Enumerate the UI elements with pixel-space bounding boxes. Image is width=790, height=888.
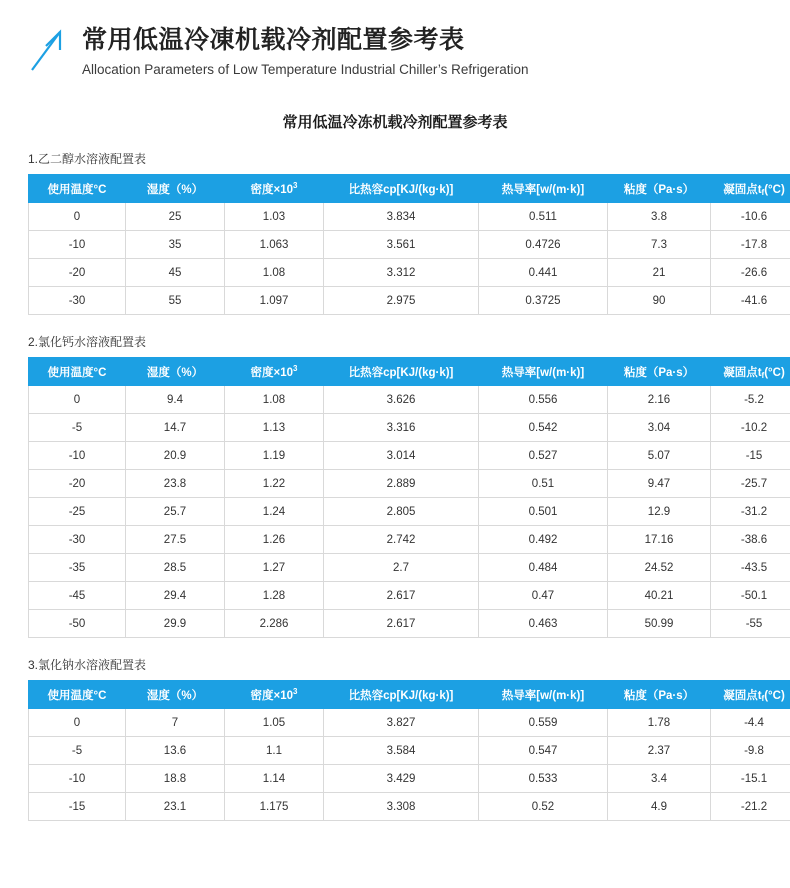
cell-viscosity: 90 [608, 287, 711, 315]
cell-temperature: 0 [29, 203, 126, 231]
cell-thermal-conductivity: 0.533 [479, 765, 608, 793]
cell-density: 1.28 [225, 582, 324, 610]
cell-humidity: 20.9 [126, 442, 225, 470]
cell-thermal-conductivity: 0.4726 [479, 231, 608, 259]
table-row [29, 231, 790, 259]
cell-humidity: 29.4 [126, 582, 225, 610]
cell-density: 1.175 [225, 793, 324, 821]
col-thermal-conductivity: 热导率[w/(m·k)] [479, 175, 608, 203]
cell-humidity: 18.8 [126, 765, 225, 793]
cell-temperature: -30 [29, 526, 126, 554]
table-row [29, 554, 790, 582]
cell-thermal-conductivity: 0.52 [479, 793, 608, 821]
cell-viscosity: 2.37 [608, 737, 711, 765]
cell-freezing-point: -15 [711, 442, 790, 470]
cell-specific-heat: 3.014 [324, 442, 479, 470]
cell-density: 1.22 [225, 470, 324, 498]
page-header [0, 0, 790, 81]
cell-viscosity: 24.52 [608, 554, 711, 582]
cell-thermal-conductivity: 0.556 [479, 386, 608, 414]
cell-specific-heat: 2.805 [324, 498, 479, 526]
col-specific-heat: 比热容cp[KJ/(kg·k)] [324, 358, 479, 386]
section-3-label: 3.氯化钠水溶液配置表 [28, 658, 147, 672]
cell-viscosity: 21 [608, 259, 711, 287]
cell-viscosity: 17.16 [608, 526, 711, 554]
cell-freezing-point: -15.1 [711, 765, 790, 793]
col-viscosity: 粘度（Pa·s） [608, 175, 711, 203]
cell-freezing-point: -50.1 [711, 582, 790, 610]
table-row [29, 737, 790, 765]
cell-specific-heat: 3.429 [324, 765, 479, 793]
cell-temperature: -30 [29, 287, 126, 315]
section-2 [28, 333, 785, 638]
cell-density: 1.08 [225, 386, 324, 414]
page-title: 常用低温冷冻机载冷剂配置参考表 [282, 114, 508, 131]
cell-specific-heat: 2.742 [324, 526, 479, 554]
table-row [29, 582, 790, 610]
col-viscosity: 粘度（Pa·s） [608, 681, 711, 709]
cell-humidity: 23.8 [126, 470, 225, 498]
cell-viscosity: 9.47 [608, 470, 711, 498]
cell-viscosity: 3.4 [608, 765, 711, 793]
cell-temperature: -10 [29, 442, 126, 470]
col-density: 密度$\times 10^3$ [225, 175, 324, 203]
cell-specific-heat: 3.827 [324, 709, 479, 737]
cell-thermal-conductivity: 0.547 [479, 737, 608, 765]
header-title-en: Allocation Parameters of Low Temperature Industrial Chiller’s Refrigeration [82, 62, 529, 77]
cell-humidity: 27.5 [126, 526, 225, 554]
cell-humidity: 14.7 [126, 414, 225, 442]
cell-thermal-conductivity: 0.3725 [479, 287, 608, 315]
checkmark-arrow-logo-icon [30, 22, 74, 74]
cell-viscosity: 3.04 [608, 414, 711, 442]
cell-temperature: -25 [29, 498, 126, 526]
cell-temperature: -10 [29, 765, 126, 793]
cell-freezing-point: -10.6 [711, 203, 790, 231]
cell-specific-heat: 3.834 [324, 203, 479, 231]
col-temperature: 使用温度°C [29, 175, 126, 203]
table-header-row [29, 681, 790, 709]
cell-thermal-conductivity: 0.559 [479, 709, 608, 737]
col-density: 密度$\times 10^3$ [225, 358, 324, 386]
cell-temperature: 0 [29, 386, 126, 414]
cell-temperature: -20 [29, 470, 126, 498]
cell-density: 1.03 [225, 203, 324, 231]
sodium-chloride-table [28, 680, 790, 821]
cell-humidity: 9.4 [126, 386, 225, 414]
cell-humidity: 13.6 [126, 737, 225, 765]
cell-density: 1.05 [225, 709, 324, 737]
cell-density: 1.063 [225, 231, 324, 259]
col-thermal-conductivity: 热导率[w/(m·k)] [479, 681, 608, 709]
cell-viscosity: 2.16 [608, 386, 711, 414]
cell-freezing-point: -4.4 [711, 709, 790, 737]
cell-humidity: 35 [126, 231, 225, 259]
cell-density: 1.19 [225, 442, 324, 470]
cell-viscosity: 1.78 [608, 709, 711, 737]
cell-density: 1.24 [225, 498, 324, 526]
cell-humidity: 28.5 [126, 554, 225, 582]
cell-specific-heat: 3.626 [324, 386, 479, 414]
cell-density: 1.14 [225, 765, 324, 793]
cell-temperature: -5 [29, 737, 126, 765]
table-row [29, 765, 790, 793]
cell-density: 2.286 [225, 610, 324, 638]
table-row [29, 610, 790, 638]
cell-density: 1.26 [225, 526, 324, 554]
cell-freezing-point: -31.2 [711, 498, 790, 526]
col-freezing-point: 凝固点$t_f(^\circ C)$ [711, 175, 790, 203]
section-3 [28, 656, 785, 821]
cell-temperature: -45 [29, 582, 126, 610]
cell-freezing-point: -38.6 [711, 526, 790, 554]
cell-thermal-conductivity: 0.441 [479, 259, 608, 287]
cell-freezing-point: -41.6 [711, 287, 790, 315]
col-humidity: 湿度（%） [126, 358, 225, 386]
cell-freezing-point: -43.5 [711, 554, 790, 582]
cell-humidity: 23.1 [126, 793, 225, 821]
table-row [29, 526, 790, 554]
cell-thermal-conductivity: 0.527 [479, 442, 608, 470]
cell-temperature: -20 [29, 259, 126, 287]
col-specific-heat: 比热容cp[KJ/(kg·k)] [324, 681, 479, 709]
cell-freezing-point: -26.6 [711, 259, 790, 287]
cell-temperature: -35 [29, 554, 126, 582]
header-title-cn: 常用低温冷凍机载冷剂配置参考表 [82, 26, 465, 54]
col-humidity: 湿度（%） [126, 175, 225, 203]
cell-humidity: 25 [126, 203, 225, 231]
cell-specific-heat: 3.316 [324, 414, 479, 442]
cell-specific-heat: 2.617 [324, 582, 479, 610]
cell-thermal-conductivity: 0.484 [479, 554, 608, 582]
cell-thermal-conductivity: 0.511 [479, 203, 608, 231]
cell-temperature: -50 [29, 610, 126, 638]
cell-viscosity: 4.9 [608, 793, 711, 821]
cell-density: 1.27 [225, 554, 324, 582]
col-humidity: 湿度（%） [126, 681, 225, 709]
ethylene-glycol-table [28, 174, 790, 315]
cell-humidity: 29.9 [126, 610, 225, 638]
cell-specific-heat: 2.617 [324, 610, 479, 638]
cell-freezing-point: -55 [711, 610, 790, 638]
cell-density: 1.13 [225, 414, 324, 442]
col-freezing-point: 凝固点$t_f(^\circ C)$ [711, 358, 790, 386]
table-row [29, 287, 790, 315]
cell-freezing-point: -17.8 [711, 231, 790, 259]
section-1-label: 1.乙二醇水溶液配置表 [28, 152, 147, 166]
cell-thermal-conductivity: 0.492 [479, 526, 608, 554]
cell-specific-heat: 3.561 [324, 231, 479, 259]
cell-humidity: 25.7 [126, 498, 225, 526]
col-specific-heat: 比热容cp[KJ/(kg·k)] [324, 175, 479, 203]
cell-freezing-point: -10.2 [711, 414, 790, 442]
col-viscosity: 粘度（Pa·s） [608, 358, 711, 386]
table-row [29, 414, 790, 442]
col-temperature: 使用温度°C [29, 358, 126, 386]
table-row [29, 259, 790, 287]
cell-viscosity: 40.21 [608, 582, 711, 610]
cell-temperature: -5 [29, 414, 126, 442]
table-row [29, 386, 790, 414]
table-row [29, 203, 790, 231]
cell-specific-heat: 3.308 [324, 793, 479, 821]
cell-thermal-conductivity: 0.47 [479, 582, 608, 610]
section-2-label: 2.氯化钙水溶液配置表 [28, 335, 147, 349]
cell-thermal-conductivity: 0.501 [479, 498, 608, 526]
cell-density: 1.08 [225, 259, 324, 287]
header-text [82, 22, 528, 81]
cell-temperature: -15 [29, 793, 126, 821]
cell-viscosity: 50.99 [608, 610, 711, 638]
calcium-chloride-table [28, 357, 790, 638]
table-row [29, 442, 790, 470]
cell-viscosity: 12.9 [608, 498, 711, 526]
table-row [29, 498, 790, 526]
col-thermal-conductivity: 热导率[w/(m·k)] [479, 358, 608, 386]
table-header-row [29, 358, 790, 386]
cell-thermal-conductivity: 0.463 [479, 610, 608, 638]
cell-humidity: 45 [126, 259, 225, 287]
cell-thermal-conductivity: 0.542 [479, 414, 608, 442]
cell-density: 1.1 [225, 737, 324, 765]
cell-temperature: 0 [29, 709, 126, 737]
table-header-row [29, 175, 790, 203]
section-1 [28, 150, 785, 315]
cell-temperature: -10 [29, 231, 126, 259]
table-row [29, 793, 790, 821]
cell-density: 1.097 [225, 287, 324, 315]
table-row [29, 470, 790, 498]
cell-specific-heat: 2.7 [324, 554, 479, 582]
cell-viscosity: 7.3 [608, 231, 711, 259]
col-freezing-point: 凝固点$t_f(^\circ C)$ [711, 681, 790, 709]
cell-freezing-point: -9.8 [711, 737, 790, 765]
cell-specific-heat: 3.584 [324, 737, 479, 765]
cell-specific-heat: 2.975 [324, 287, 479, 315]
col-temperature: 使用温度°C [29, 681, 126, 709]
cell-specific-heat: 2.889 [324, 470, 479, 498]
cell-freezing-point: -5.2 [711, 386, 790, 414]
cell-specific-heat: 3.312 [324, 259, 479, 287]
cell-humidity: 7 [126, 709, 225, 737]
table-row [29, 709, 790, 737]
cell-viscosity: 3.8 [608, 203, 711, 231]
cell-thermal-conductivity: 0.51 [479, 470, 608, 498]
cell-humidity: 55 [126, 287, 225, 315]
cell-freezing-point: -25.7 [711, 470, 790, 498]
col-density: 密度$\times 10^3$ [225, 681, 324, 709]
cell-freezing-point: -21.2 [711, 793, 790, 821]
cell-viscosity: 5.07 [608, 442, 711, 470]
